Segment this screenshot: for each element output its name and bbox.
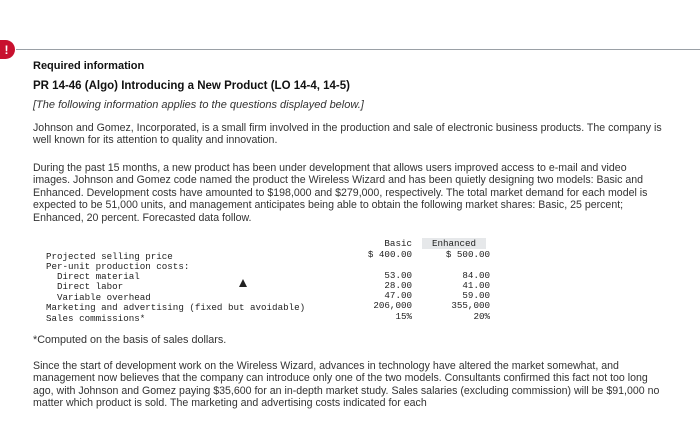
- cell-basic: 28.00: [384, 280, 412, 291]
- row-label: Direct labor: [46, 281, 124, 292]
- divider: [16, 49, 700, 50]
- alert-icon: !: [0, 40, 15, 59]
- problem-title: [33, 80, 350, 92]
- cell-enhanced: 41.00: [462, 280, 490, 291]
- cell-basic: $ 400.00: [367, 249, 412, 260]
- cell-enhanced: $ 500.00: [445, 249, 490, 260]
- cell-enhanced: 59.00: [462, 290, 490, 301]
- cell-basic: 15%: [395, 311, 412, 322]
- intro-paragraph: Johnson and Gomez, Incorporated, is a small firm involved in the production and sale of electronic business products. The company is well known for its attention to quality and innovation.: [33, 122, 662, 147]
- cell-basic: 47.00: [384, 290, 412, 301]
- applies-note: [The following information applies to the questions displayed below.]: [33, 99, 364, 111]
- market-paragraph: Since the start of development work on the Wireless Wizard, advances in technology have altered the market somewhat, and management now believes that the company can introduce only one of the two models. Consultants confirmed this fact not too long ago, with Johnson and Gomez paying $35,600 for an in-depth market study. Sales salaries (excluding commission) will be $91,000 no matter which product is sold. The marketing and advertising costs indicated for each: [33, 360, 660, 410]
- row-label: Projected selling price: [46, 251, 173, 262]
- row-label: Direct material: [46, 271, 140, 282]
- development-paragraph: During the past 15 months, a new product has been under development that allows users improved access to e-mail and video images. Johnson and Gomez code named the product the Wireless Wizard and has been quietly designing two models: Basic and Enhanced. Development costs have amounted to $198,000 and $279,000, respectively. The total market demand for each model is expected to be 51,000 units, and management anticipates being able to obtain the following market shares: Basic, 25 percent; Enhanced, 20 percent. Forecasted data follow.: [33, 162, 648, 224]
- forecast-table: [34, 238, 490, 328]
- row-label: Sales commissions*: [46, 313, 146, 324]
- problem-name: Introducing a New Product (LO 14-4, 14-5): [121, 80, 350, 92]
- column-header-enhanced: Enhanced: [422, 238, 486, 249]
- cell-basic: 53.00: [384, 270, 412, 281]
- cell-enhanced: 355,000: [451, 300, 490, 311]
- row-label: Marketing and advertising (fixed but avoidable): [46, 302, 306, 313]
- problem-code: PR 14-46 (Algo): [33, 80, 118, 92]
- required-information-heading: Required information: [33, 60, 145, 72]
- cell-enhanced: 84.00: [462, 270, 490, 281]
- cell-basic: 206,000: [373, 300, 412, 311]
- footnote: *Computed on the basis of sales dollars.: [33, 334, 227, 346]
- row-label: Per-unit production costs:: [46, 261, 190, 272]
- column-header-basic: Basic: [384, 238, 412, 249]
- mouse-cursor-icon: [239, 279, 247, 287]
- row-label: Variable overhead: [46, 292, 151, 303]
- cell-enhanced: 20%: [473, 311, 490, 322]
